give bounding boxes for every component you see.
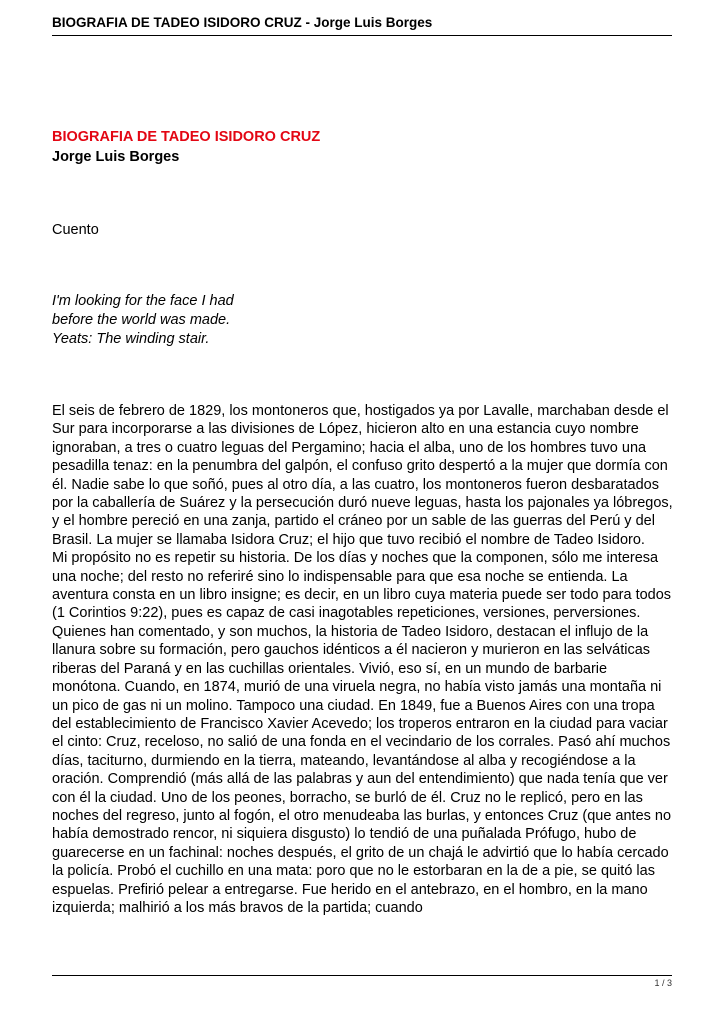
body-text	[52, 402, 674, 917]
epigraph-line: before the world was made.	[52, 312, 231, 328]
paragraph: Mi propósito no es repetir su historia. De los días y noches que la componen, sólo me interesa una noche; del resto no referiré sino lo indispensable para que esa noche se entienda. La aventura consta en un libro insigne; es decir, en un libro cuya materia puede ser todo para todos (1 Corintios 9:22), pues es capaz de casi inagotables repeticiones, versiones, perversiones. Quienes han comentado, y son muchos, la historia de Tadeo Isidoro, destacan el influjo de la llanura sobre su formación, pero gauchos idénticos a él nacieron y murieron en las selváticas riberas del Paraná y en las cuchillas orientales. Vivió, eso sí, en un mundo de barbarie monótona. Cuando, en 1874, murió de una viruela negra, no había visto jamás una montaña ni un pico de gas ni un molino. Tampoco una ciudad. En 1849, fue a Buenos Aires con una tropa del establecimiento de Francisco Xavier Acevedo; los troperos entraron en la ciudad para vaciar el cinto: Cruz, receloso, no salió de una fonda en el vecindario de los corrales. Pasó ahí muchos días, taciturno, durmiendo en la tierra, mateando, levantándose al alba y recogiéndose a la oración. Comprendió (más allá de las palabras y aun del entendimiento) que nada tenía que ver con él la ciudad. Uno de los peones, borracho, se burló de él. Cruz no le replicó, pero en las noches del regreso, junto al fogón, el otro menudeaba las burlas, y entonces Cruz (que antes no había demostrado rencor, ni siquiera disgusto) lo tendió de una puñalada Prófugo, hubo de guarecerse en un fachinal: noches después, el grito de un chajá le advirtió que lo había cercado la policía. Probó el cuchillo en una mata: poro que no le estorbaran en la de a pie, se quitó las espuelas. Prefirió pelear a entregarse. Fue herido en el antebrazo, en el hombro, en la mano izquierda; malhirió a los más bravos de la partida; cuando	[52, 550, 672, 916]
footer-divider	[52, 975, 672, 976]
document-title: BIOGRAFIA DE TADEO ISIDORO CRUZ	[52, 129, 321, 145]
page-number: 1 / 3	[654, 978, 672, 988]
genre-label: Cuento	[52, 222, 99, 238]
paragraph: El seis de febrero de 1829, los montoneros que, hostigados ya por Lavalle, marchaban desde el Sur para incorporarse a las divisiones de López, hicieron alto en una estancia cuyo nombre ignoraban, a tres o cuatro leguas del Pergamino; hacia el alba, uno de los hombres tuvo una pesadilla tenaz: en la penumbra del galpón, el confuso grito despertó a la mujer que dormía con él. Nadie sabe lo que soñó, pues al otro día, a las cuatro, los montoneros fueron desbaratados por la caballería de Suárez y la persecución duró nueve leguas, hasta los pajonales ya lóbregos, y el hombre pereció en una zanja, partido el cráneo por un sable de las guerras del Perú y del Brasil. La mujer se llamaba Isidora Cruz; el hijo que tuvo recibió el nombre de Tadeo Isidoro.	[52, 403, 673, 548]
epigraph-attribution: Yeats: The winding stair.	[52, 331, 210, 347]
epigraph-line: I'm looking for the face I had	[52, 293, 234, 309]
title-block	[52, 127, 672, 167]
running-header: BIOGRAFIA DE TADEO ISIDORO CRUZ - Jorge Luis Borges	[52, 15, 433, 30]
document-author: Jorge Luis Borges	[52, 149, 180, 165]
header-divider	[52, 35, 672, 36]
epigraph	[52, 292, 234, 349]
